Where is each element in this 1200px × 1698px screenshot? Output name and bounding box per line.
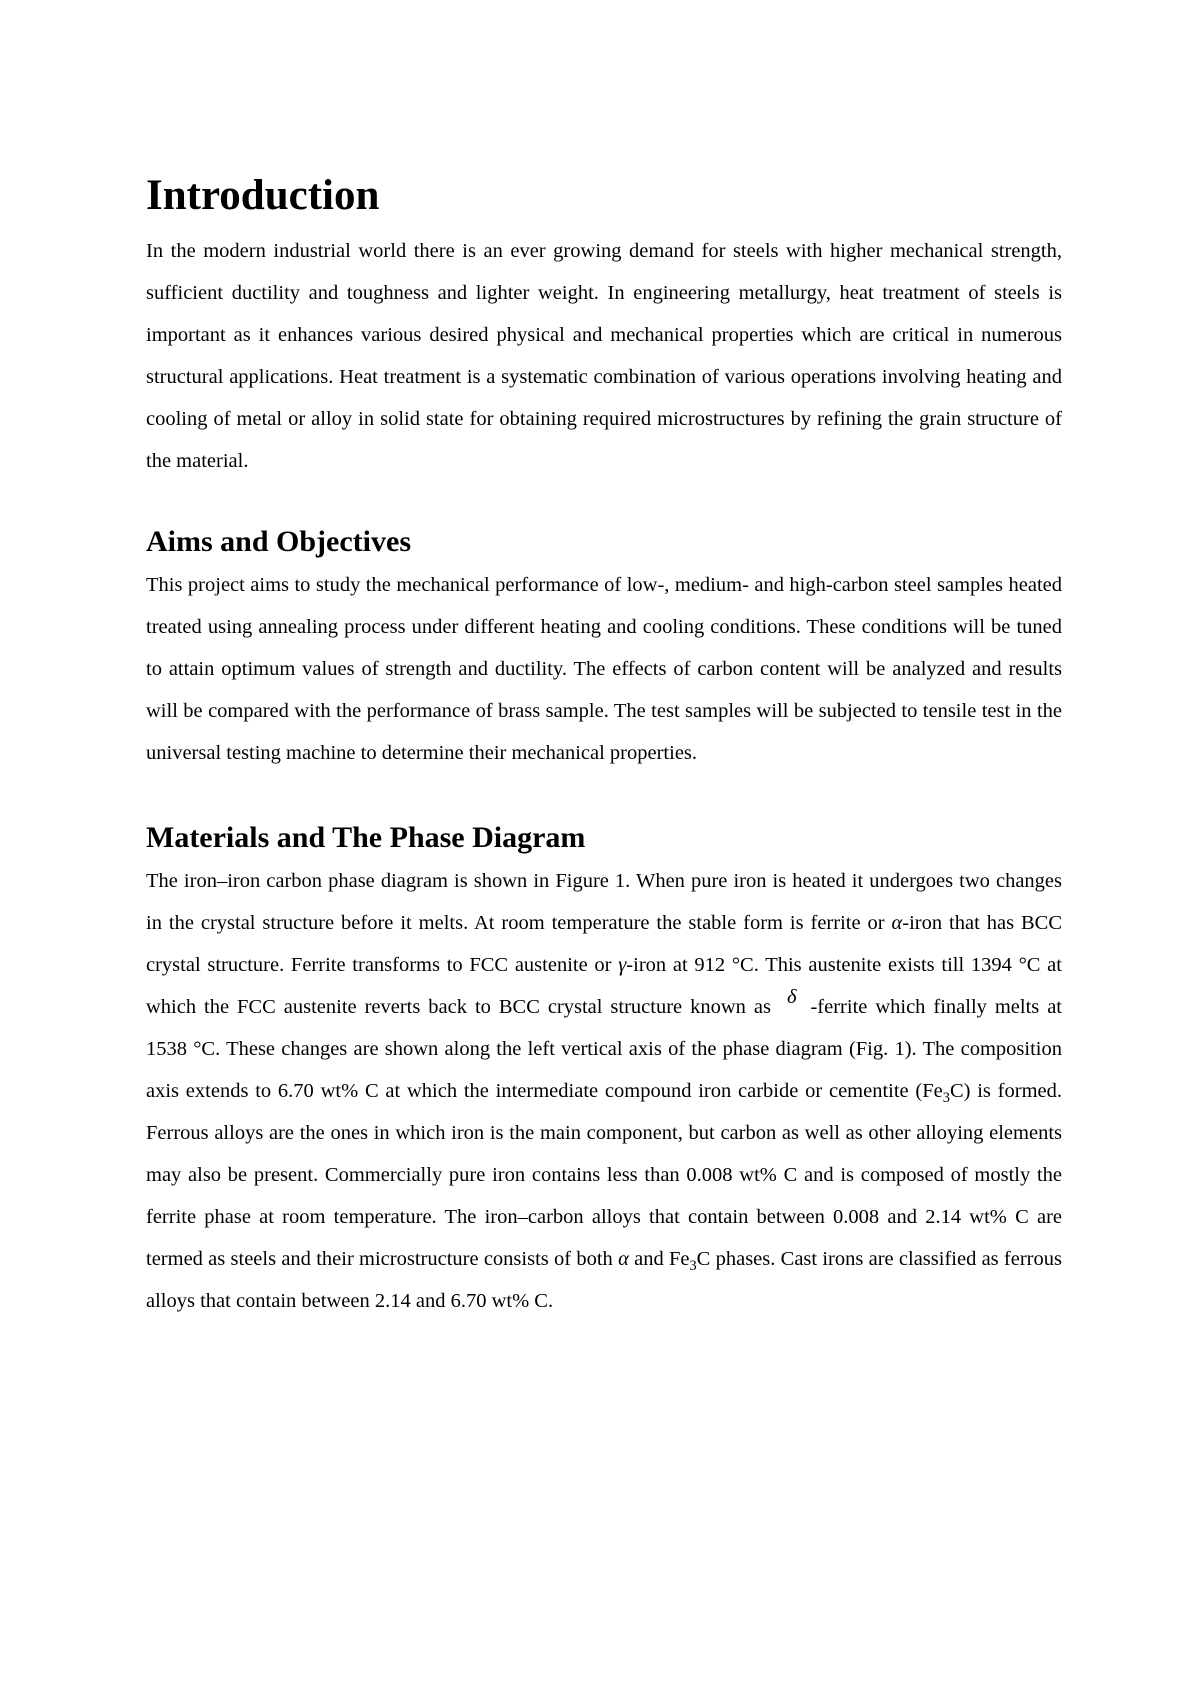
- delta-symbol: δ: [786, 986, 797, 1008]
- introduction-paragraph: In the modern industrial world there is an ever growing demand for steels with higher mechanical strength, sufficient ductility and toughness and lighter weight. In engineering metallurgy, heat treatment of steels is important as it enhances various desired physical and mechanical properties which are critical in numerous structural applications. Heat treatment is a systematic combination of various operations involving heating and cooling of metal or alloy in solid state for obtaining required microstructures by refining the grain structure of the material.: [146, 240, 1062, 472]
- materials-text-7: C phases. Cast irons are classified as ferrous alloys that contain between 2.14 and 6.70 wt% C.: [146, 1248, 1062, 1312]
- materials-text-6: and Fe: [628, 1248, 690, 1270]
- materials-heading: Materials and The Phase Diagram: [146, 821, 586, 854]
- materials-text-3: -iron at 912 °C. This austenite exists till 1394 °C at which the FCC austenite reverts back to BCC crystal structure known as: [146, 954, 1062, 1018]
- gamma-symbol: γ: [618, 954, 627, 976]
- materials-text-5: C) is formed. Ferrous alloys are the ones in which iron is the main component, but carbon as well as other alloying elements may also be present. Commercially pure iron contains less than 0.008 wt% C and is composed of mostly the ferrite phase at room temperature. The iron–carbon alloys that contain between 0.008 and 2.14 wt% C are termed as steels and their microstructure consists of both: [146, 1080, 1062, 1270]
- subscript-3b: 3: [689, 1258, 697, 1275]
- document-page: [146, 170, 1062, 1322]
- materials-text-1: The iron–iron carbon phase diagram is shown in Figure 1. When pure iron is heated it undergoes two changes in the crystal structure before it melts. At room temperature the stable form is ferrite or: [146, 870, 1062, 934]
- aims-paragraph: This project aims to study the mechanical performance of low-, medium- and high-carbon steel samples heated treated using annealing process under different heating and cooling conditions. These conditions will be tuned to attain optimum values of strength and ductility. The effects of carbon content will be analyzed and results will be compared with the performance of brass sample. The test samples will be subjected to tensile test in the universal testing machine to determine their mechanical properties.: [146, 574, 1062, 764]
- introduction-heading: Introduction: [146, 172, 380, 219]
- materials-text-4: -ferrite which finally melts at 1538 °C. These changes are shown along the left vertical axis of the phase diagram (Fig. 1). The composition axis extends to 6.70 wt% C at which the intermediate compound iron carbide or cementite (Fe: [146, 996, 1062, 1102]
- materials-paragraph: [146, 860, 1062, 1322]
- alpha-symbol-2: α: [618, 1248, 629, 1270]
- subscript-3: 3: [942, 1090, 950, 1107]
- aims-heading: Aims and Objectives: [146, 525, 411, 558]
- alpha-symbol: α: [891, 912, 903, 934]
- materials-text-2: -iron that has BCC crystal structure. Ferrite transforms to FCC austenite or: [146, 912, 1062, 976]
